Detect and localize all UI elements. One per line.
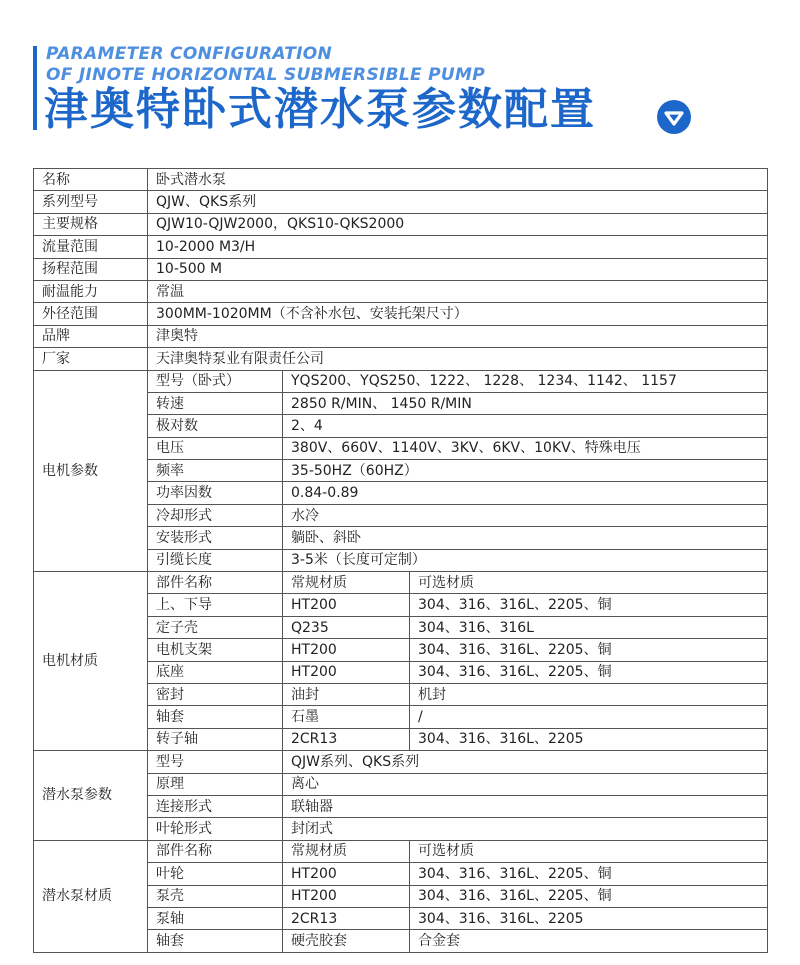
param-label: 功率因数 [148,482,283,504]
param-label: 频率 [148,460,283,482]
standard-material: 硬壳胶套 [283,930,410,952]
row-label: 品牌 [34,325,148,347]
table-row [34,348,768,370]
param-label: 原理 [148,773,283,795]
part-name: 转子轴 [148,728,283,750]
param-label: 引缆长度 [148,549,283,571]
part-name: 泵轴 [148,907,283,929]
group-label: 电机参数 [34,370,148,572]
standard-material: HT200 [283,639,410,661]
param-value: 0.84-0.89 [283,482,768,504]
optional-material: 304、316、316L、2205 [410,907,768,929]
standard-material: 石墨 [283,706,410,728]
param-value: YQS200、YQS250、1222、 1228、 1234、1142、 1157 [283,370,768,392]
part-name: 泵壳 [148,885,283,907]
spec-table [33,168,768,953]
standard-material: HT200 [283,661,410,683]
param-value: 联轴器 [283,795,768,817]
param-value: 35-50HZ（60HZ） [283,460,768,482]
row-value: 300MM-1020MM（不含补水包、安装托架尺寸） [148,303,768,325]
param-value: 380V、660V、1140V、3KV、6KV、10KV、特殊电压 [283,437,768,459]
param-value: 封闭式 [283,818,768,840]
param-label: 型号（卧式） [148,370,283,392]
standard-material: HT200 [283,885,410,907]
standard-material: Q235 [283,616,410,638]
param-label: 转速 [148,392,283,414]
row-value: QJW10-QJW2000，QKS10-QKS2000 [148,213,768,235]
param-label: 极对数 [148,415,283,437]
english-title-line-1: PARAMETER CONFIGURATION [46,44,333,64]
column-header-optional: 可选材质 [410,840,768,862]
table-row [34,751,768,773]
optional-material: 304、316、316L [410,616,768,638]
param-label: 电压 [148,437,283,459]
standard-material: 2CR13 [283,728,410,750]
scroll-down-button[interactable] [657,100,691,134]
param-value: 水冷 [283,504,768,526]
row-label: 扬程范围 [34,258,148,280]
row-label: 耐温能力 [34,280,148,302]
standard-material: 2CR13 [283,907,410,929]
part-name: 上、下导 [148,594,283,616]
row-label: 流量范围 [34,236,148,258]
part-name: 定子壳 [148,616,283,638]
part-name: 底座 [148,661,283,683]
accent-bar [33,46,37,130]
english-title-line-2: OF JINOTE HORIZONTAL SUBMERSIBLE PUMP [46,65,485,85]
param-label: 冷却形式 [148,504,283,526]
row-value: 10-500 M [148,258,768,280]
row-value: 卧式潜水泵 [148,169,768,191]
group-label: 潜水泵参数 [34,751,148,841]
param-label: 型号 [148,751,283,773]
table-row [34,572,768,594]
table-row [34,840,768,862]
param-value: 2850 R/MIN、 1450 R/MIN [283,392,768,414]
table-row [34,370,768,392]
part-name: 轴套 [148,930,283,952]
page-title: 津奥特卧式潜水泵参数配置 [44,84,596,135]
param-value: 躺卧、斜卧 [283,527,768,549]
part-name: 轴套 [148,706,283,728]
part-name: 密封 [148,683,283,705]
table-row [34,303,768,325]
optional-material: 304、316、316L、2205、铜 [410,863,768,885]
column-header-part: 部件名称 [148,572,283,594]
param-value: 3-5米（长度可定制） [283,549,768,571]
standard-material: HT200 [283,594,410,616]
row-value: 常温 [148,280,768,302]
row-label: 系列型号 [34,191,148,213]
standard-material: 油封 [283,683,410,705]
table-row [34,213,768,235]
optional-material: 304、316、316L、2205、铜 [410,594,768,616]
table-row [34,169,768,191]
optional-material: 304、316、316L、2205、铜 [410,885,768,907]
optional-material: 机封 [410,683,768,705]
param-label: 安装形式 [148,527,283,549]
param-value: 2、4 [283,415,768,437]
column-header-part: 部件名称 [148,840,283,862]
row-label: 外径范围 [34,303,148,325]
row-label: 名称 [34,169,148,191]
optional-material: 304、316、316L、2205、铜 [410,639,768,661]
standard-material: HT200 [283,863,410,885]
table-row [34,236,768,258]
row-label: 厂家 [34,348,148,370]
part-name: 电机支架 [148,639,283,661]
row-label: 主要规格 [34,213,148,235]
param-value: QJW系列、QKS系列 [283,751,768,773]
param-label: 叶轮形式 [148,818,283,840]
row-value: 10-2000 M3/H [148,236,768,258]
group-label: 电机材质 [34,572,148,751]
param-label: 连接形式 [148,795,283,817]
group-label: 潜水泵材质 [34,840,148,952]
page-header [0,0,800,160]
row-value: 津奥特 [148,325,768,347]
column-header-optional: 可选材质 [410,572,768,594]
row-value: QJW、QKS系列 [148,191,768,213]
part-name: 叶轮 [148,863,283,885]
table-row [34,325,768,347]
chevron-down-icon [657,100,691,134]
table-row [34,280,768,302]
optional-material: 304、316、316L、2205 [410,728,768,750]
column-header-standard: 常规材质 [283,840,410,862]
param-value: 离心 [283,773,768,795]
optional-material: / [410,706,768,728]
table-row [34,258,768,280]
column-header-standard: 常规材质 [283,572,410,594]
table-row [34,191,768,213]
optional-material: 304、316、316L、2205、铜 [410,661,768,683]
optional-material: 合金套 [410,930,768,952]
row-value: 天津奥特泵业有限责任公司 [148,348,768,370]
